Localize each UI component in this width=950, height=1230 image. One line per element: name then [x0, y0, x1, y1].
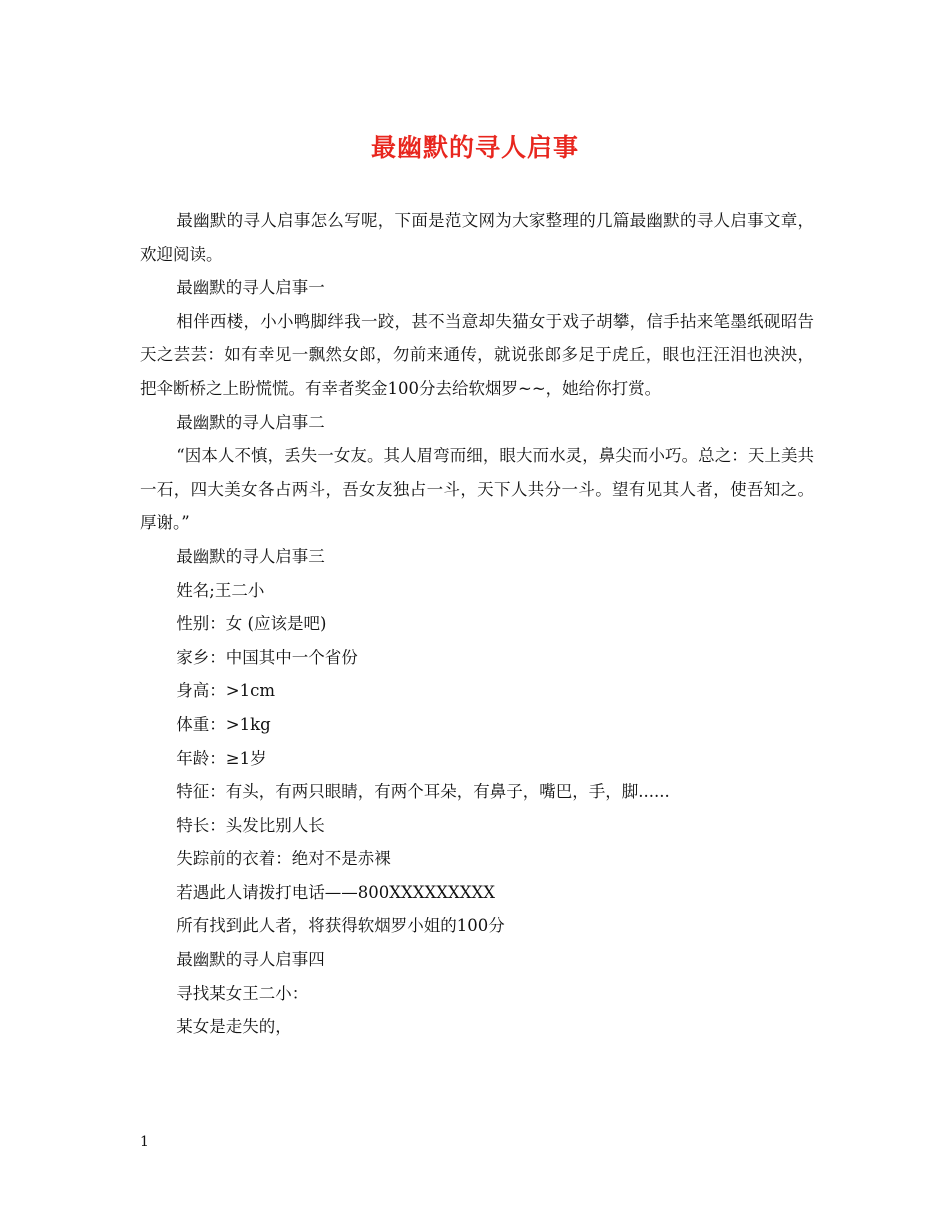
- paragraph-search: 寻找某女王二小：: [176, 983, 309, 1003]
- paragraph-story-1: 相伴西楼，小小鸭脚绊我一跤，甚不当意却失猫女于戏子胡攀，信手拈来笔墨纸砚昭告天之芸芸：如有幸见一飘然女郎，勿前来通传，就说张郎多足于虎丘，眼也汪汪泪也泱泱，把伞断桥之上盼慌慌。有幸者奖金100分去给软烟罗~~，她给你打赏。: [140, 311, 814, 398]
- detail-clothing: 失踪前的衣着：绝对不是赤裸: [176, 849, 391, 869]
- detail-hometown: 家乡：中国其中一个省份: [176, 647, 358, 667]
- document-body: [140, 204, 814, 1044]
- paragraph-lost: 某女是走失的，: [176, 1017, 292, 1037]
- detail-name: 姓名;王二小: [176, 580, 265, 600]
- section-heading-2: 最幽默的寻人启事二: [176, 412, 325, 432]
- detail-phone: 若遇此人请拨打电话——800XXXXXXXXX: [176, 882, 496, 902]
- section-heading-4: 最幽默的寻人启事四: [176, 950, 325, 970]
- detail-gender: 性别：女 (应该是吧): [176, 614, 327, 634]
- detail-age: 年龄：≥1岁: [176, 748, 267, 768]
- page-number: 1: [140, 1134, 149, 1150]
- detail-features: 特征：有头，有两只眼睛，有两个耳朵，有鼻子，嘴巴，手，脚......: [176, 782, 670, 802]
- paragraph-intro: 最幽默的寻人启事怎么写呢，下面是范文网为大家整理的几篇最幽默的寻人启事文章，欢迎阅读。: [140, 211, 814, 264]
- section-heading-3: 最幽默的寻人启事三: [176, 546, 325, 566]
- detail-height: 身高：>1cm: [176, 681, 276, 701]
- detail-weight: 体重：>1kg: [176, 714, 271, 734]
- paragraph-story-2: “因本人不慎，丢失一女友。其人眉弯而细，眼大而水灵，鼻尖而小巧。总之：天上美共一石，四大美女各占两斗，吾女友独占一斗，天下人共分一斗。望有见其人者，使吾知之。厚谢。”: [140, 446, 814, 533]
- detail-reward: 所有找到此人者，将获得软烟罗小姐的100分: [176, 916, 505, 936]
- section-heading-1: 最幽默的寻人启事一: [176, 278, 325, 298]
- detail-specialty: 特长：头发比别人长: [176, 815, 325, 835]
- page-title: 最幽默的寻人启事: [370, 133, 579, 162]
